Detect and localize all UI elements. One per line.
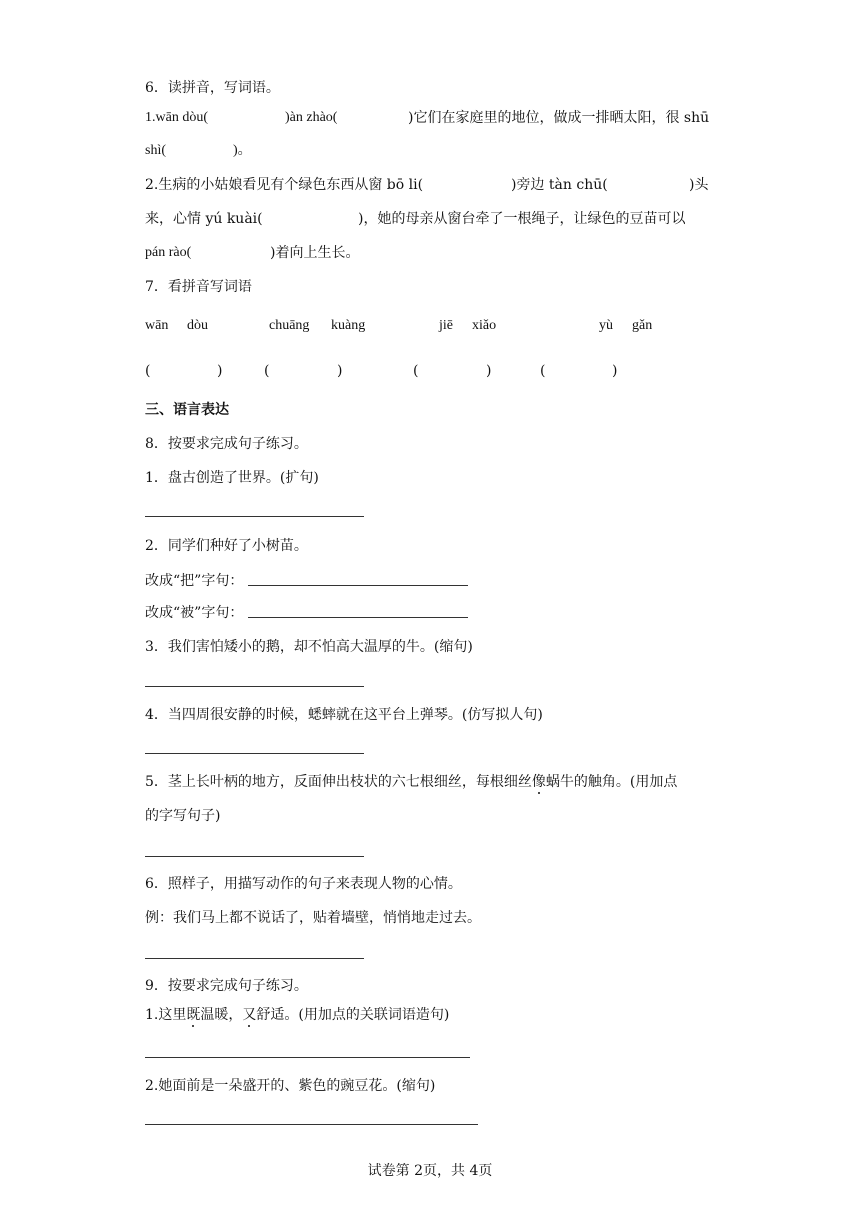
q7-pinyin-jie: jiē <box>439 318 453 333</box>
q6-s2-part-c: )头 <box>689 177 709 193</box>
section-3-heading: 三、语言表达 <box>145 402 229 418</box>
q8-item1: 1．盘古创造了世界。(扩句) <box>145 470 319 486</box>
q8-item6-example: 例：我们马上都不说话了，贴着墙壁，悄悄地走过去。 <box>145 910 481 926</box>
q7-pinyin-chuang: chuāng <box>269 318 310 333</box>
q6-sentence2-line2 <box>145 210 725 228</box>
q6-s1-part-a: 1.wān dòu( <box>145 110 208 125</box>
q9-item1 <box>145 1006 449 1024</box>
q7-pinyin-yu: yù <box>599 318 613 333</box>
q7-answer1-open: ( <box>145 363 151 379</box>
q7-answer4-open: ( <box>540 363 546 379</box>
q6-s1-part-e: )。 <box>233 143 252 158</box>
q9-item2-answer-line <box>145 1124 478 1125</box>
q6-s1-part-d: shì( <box>145 143 166 158</box>
q7-answer-row <box>0 362 860 380</box>
q6-s2-part-d: 来，心情 yú kuài( <box>145 211 263 227</box>
q8-item6-answer-line <box>145 958 364 959</box>
q6-s2-part-f: pán rào( <box>145 245 192 260</box>
q8-item4-answer-line <box>145 753 364 754</box>
q8-item2-bei-answer-line <box>248 617 468 618</box>
q6-sentence2-line3 <box>145 244 445 262</box>
q7-pinyin-gan: gǎn <box>632 318 653 333</box>
q6-s1-part-b: )àn zhào( <box>285 110 338 125</box>
q9-item1-text-a: 1.这里 <box>145 1007 187 1023</box>
q6-s1-part-c: )它们在家庭里的地位，做成一排晒太阳，很 shū <box>408 110 710 126</box>
q8-item3-answer-line <box>145 686 364 687</box>
q8-item2: 2．同学们种好了小树苗。 <box>145 538 308 554</box>
q6-title: 6．读拼音，写词语。 <box>145 80 280 96</box>
q8-item2-bei-label: 改成“被”字句： <box>145 605 244 621</box>
q8-item4: 4．当四周很安静的时候，蟋蟀就在这平台上弹琴。(仿写拟人句) <box>145 707 543 723</box>
q6-sentence1-line2 <box>145 142 345 160</box>
q7-pinyin-wan: wān <box>145 318 169 333</box>
q7-title: 7．看拼音写词语 <box>145 279 252 295</box>
q6-s2-part-a: 2.生病的小姑娘看见有个绿色东西从窗 bō li( <box>145 177 424 193</box>
q6-sentence1-line1 <box>145 109 725 127</box>
q9-title: 9．按要求完成句子练习。 <box>145 978 308 994</box>
q7-answer3-close: ) <box>486 363 492 379</box>
q6-s2-part-e: )，她的母亲从窗台牵了一根绳子，让绿色的豆苗可以 <box>358 211 686 227</box>
q8-item5-line1 <box>145 773 677 791</box>
q8-item2-ba-answer-line <box>248 585 468 586</box>
q6-sentence2-line1 <box>145 176 725 194</box>
q9-item1-answer-line <box>145 1057 470 1058</box>
q7-pinyin-row <box>0 317 860 335</box>
q6-s2-part-g: )着向上生长。 <box>270 245 360 261</box>
q8-item1-answer-line <box>145 516 364 517</box>
q9-item2: 2.她面前是一朵盛开的、紫色的豌豆花。(缩句) <box>145 1078 436 1094</box>
q8-item6: 6．照样子，用描写动作的句子来表现人物的心情。 <box>145 876 462 892</box>
q8-item3: 3．我们害怕矮小的鹅，却不怕高大温厚的牛。(缩句) <box>145 639 473 655</box>
q8-item2-ba-label: 改成“把”字句： <box>145 573 244 589</box>
q7-pinyin-xiao: xiǎo <box>472 318 497 333</box>
q7-pinyin-dou: dòu <box>187 318 208 333</box>
q8-item5-text-b: 蜗牛的触角。(用加点 <box>545 774 678 790</box>
q9-item1-text-c: 舒适。(用加点的关联词语造句) <box>256 1007 450 1023</box>
q9-item1-text-b: 温暖， <box>200 1007 243 1023</box>
q7-answer3-open: ( <box>413 363 419 379</box>
q6-s2-part-b: )旁边 tàn chū( <box>511 177 608 193</box>
q9-item1-dotted-char-2: 又 <box>242 1007 257 1023</box>
q7-answer2-close: ) <box>337 363 343 379</box>
q7-pinyin-kuang: kuàng <box>331 318 366 333</box>
q7-answer1-close: ) <box>217 363 223 379</box>
q8-item5-text-a: 5．茎上长叶柄的地方，反面伸出枝状的六七根细丝，每根细丝 <box>145 774 532 790</box>
q8-item5-line2: 的字写句子) <box>145 808 221 824</box>
q8-item5-dotted-char: 像 <box>531 774 546 790</box>
q7-answer4-close: ) <box>612 363 618 379</box>
q9-item1-dotted-char-1: 既 <box>186 1007 201 1023</box>
page-footer: 试卷第 2页，共 4页 <box>367 1163 493 1179</box>
q8-item5-answer-line <box>145 856 364 857</box>
q8-title: 8．按要求完成句子练习。 <box>145 436 308 452</box>
q7-answer2-open: ( <box>264 363 270 379</box>
